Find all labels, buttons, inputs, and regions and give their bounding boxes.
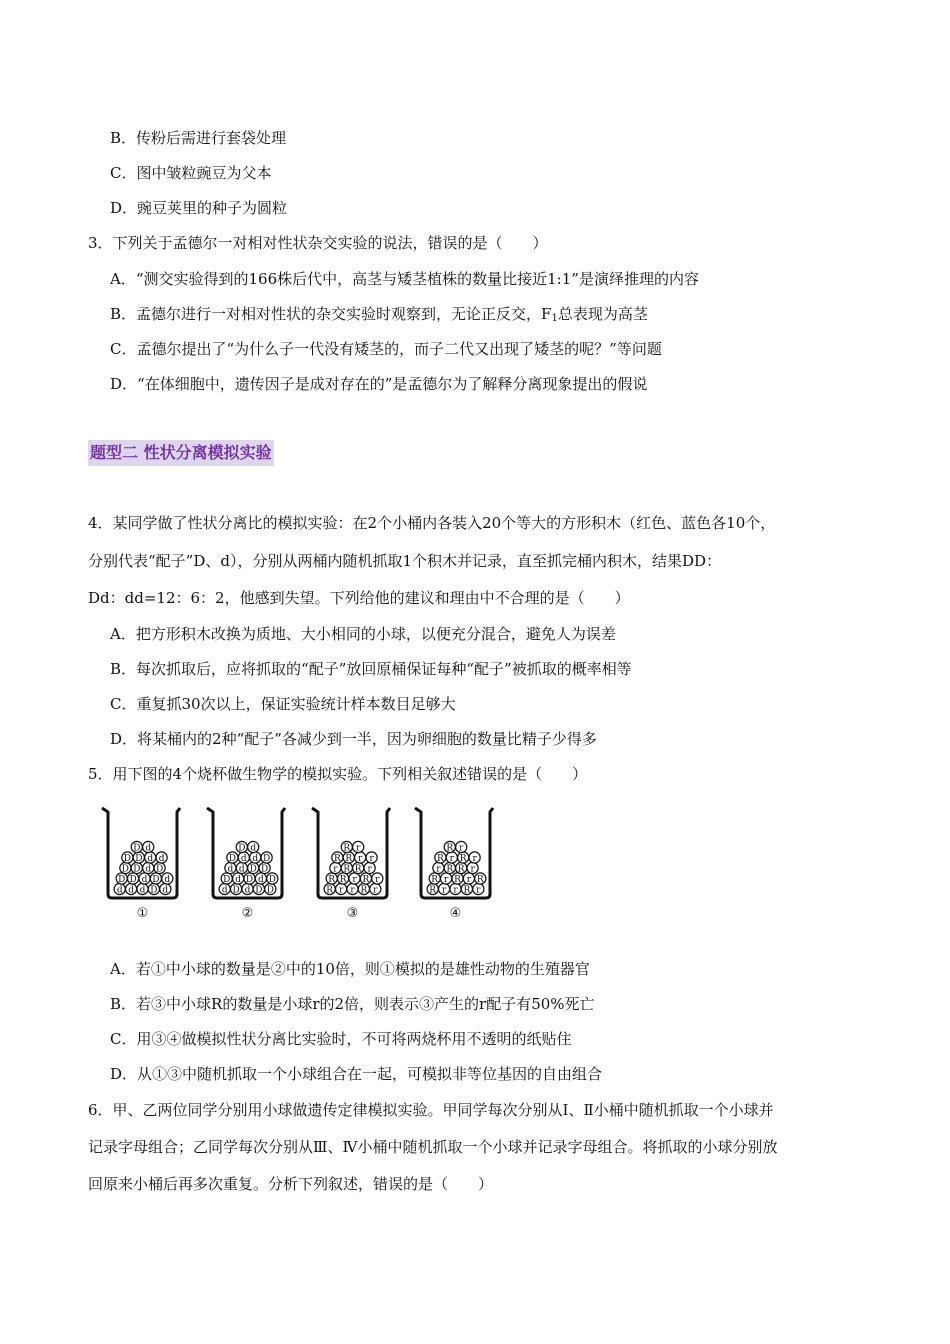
ball-label: r — [453, 885, 458, 896]
beaker-number-label: ② — [241, 906, 254, 921]
ball-label: d — [162, 885, 169, 896]
q5-option-b: B．若③中小球R的数量是小球r的2倍，则表示③产生的r配子有50%死亡 — [110, 995, 595, 1013]
ball-label: d — [147, 854, 154, 864]
ball-label: R — [343, 843, 351, 854]
ball-label: r — [441, 885, 447, 896]
q4-stem-line-3: Dd：dd=12：6：2，他感到失望。下列给他的建议和理由中不合理的是（ ） — [88, 589, 630, 607]
ball-label: R — [326, 885, 334, 896]
ball-label: D — [266, 885, 274, 896]
ball-label: D — [232, 885, 240, 896]
ball-label: r — [338, 885, 344, 896]
ball-label: R — [446, 864, 454, 875]
ball-label: r — [476, 885, 481, 896]
ball-label: r — [367, 864, 372, 875]
ball-label: d — [116, 885, 123, 896]
q3-option-d: D．“在体细胞中，遗传因子是成对存在的”是孟德尔为了解释分离现象提出的假说 — [110, 375, 648, 393]
ball-label: D — [262, 854, 271, 864]
q6-stem-line-3: 回原来小桶后再多次重复。分析下列叙述，错误的是（ ） — [88, 1175, 494, 1193]
ball-label: r — [472, 854, 477, 864]
q5-option-c: C．用③④做模拟性状分离比实验时，不可将两烧杯用不透明的纸贴住 — [110, 1030, 572, 1048]
ball-label: d — [139, 885, 146, 896]
ball-label: r — [350, 885, 355, 896]
ball-label: D — [268, 875, 276, 885]
ball-label: D — [118, 875, 126, 885]
beaker-number-label: ① — [136, 906, 149, 921]
ball-label: d — [240, 854, 247, 864]
ball-label: r — [443, 875, 449, 885]
ball-label: d — [244, 885, 251, 896]
q3-option-b-subscript: 1 — [551, 313, 558, 324]
ball-label: R — [431, 875, 439, 885]
ball-label: D — [223, 875, 231, 885]
ball-label: r — [466, 875, 472, 885]
q4-stem-line-1: 4．某同学做了性状分离比的模拟实验：在2个小桶内各装入20个等大的方形积木（红色、蓝色各10个， — [88, 514, 776, 532]
q3-option-b-text-end: 总表现为高茎 — [557, 305, 648, 323]
ball-label: D — [152, 875, 160, 885]
ball-label: D — [135, 854, 143, 864]
q3-stem: 3．下列关于孟德尔一对相对性状杂交实验的说法，错误的是（ ） — [88, 234, 548, 252]
beaker-number-label: ④ — [449, 906, 462, 921]
beaker-1 — [102, 808, 180, 921]
ball-label: r — [470, 864, 475, 875]
ball-label: R — [454, 875, 461, 885]
ball-label: R — [345, 854, 353, 864]
ball-label: D — [238, 843, 246, 854]
ball-label: R — [463, 885, 471, 896]
q5-stem: 5．用下图的4个烧杯做生物学的模拟实验。下列相关叙述错误的是（ ） — [88, 765, 588, 783]
ball-label: d — [128, 885, 134, 896]
ball-label: d — [221, 885, 228, 896]
ball-label: D — [133, 843, 141, 854]
q3-option-a: A．“测交实验得到的166株后代中，高茎与矮茎植株的数量比接近1:1”是演绎推理的内容 — [110, 270, 699, 288]
q2-option-c: C．图中皱粒豌豆为父本 — [110, 164, 272, 182]
ball-label: R — [476, 875, 484, 885]
beaker-2 — [207, 808, 285, 921]
q6-stem-line-2: 记录字母组合；乙同学每次分别从Ⅲ、Ⅳ小桶中随机抓取一个小球并记录字母组合。将抓取的小球分别放 — [88, 1138, 778, 1156]
q4-option-a: A．把方形积木改换为质地、大小相同的小球，以便充分混合，避免人为误差 — [110, 625, 616, 643]
ball-label: D — [155, 864, 164, 875]
q3-option-b — [110, 304, 648, 329]
ball-label: d — [238, 864, 245, 875]
ball-label: D — [228, 854, 237, 864]
beaker-4 — [415, 808, 493, 921]
ball-label: d — [145, 864, 152, 875]
q2-option-d: D．豌豆荚里的种子为圆粒 — [110, 199, 288, 217]
ball-label: r — [373, 885, 378, 896]
ball-label: R — [360, 885, 368, 896]
ball-label: r — [436, 864, 441, 875]
beaker-number-label: ③ — [346, 906, 359, 921]
ball-label: R — [429, 885, 437, 896]
ball-label: R — [334, 854, 341, 864]
ball-label: R — [354, 864, 362, 875]
ball-label: d — [141, 875, 148, 885]
ball-label: D — [129, 875, 137, 885]
ball-label: d — [164, 875, 171, 885]
ball-label: r — [459, 843, 464, 854]
q2-option-b: B．传粉后需进行套袋处理 — [110, 129, 287, 147]
ball-label: d — [258, 875, 264, 885]
ball-label: d — [158, 854, 165, 864]
ball-label: D — [249, 864, 257, 875]
q3-option-c: C．孟德尔提出了“为什么子一代没有矮茎的，而子二代又出现了矮茎的呢？”等问题 — [110, 340, 662, 358]
ball-label: R — [437, 854, 444, 864]
ball-label: d — [235, 875, 241, 885]
section-title: 题型二 性状分离模拟实验 — [88, 440, 274, 466]
ball-label: D — [255, 885, 263, 896]
ball-label: d — [145, 843, 152, 854]
ball-label: R — [339, 875, 347, 885]
ball-label: r — [375, 875, 380, 885]
beakers-illustration — [100, 800, 500, 925]
ball-label: D — [121, 864, 130, 875]
q3-option-b-text: B．孟德尔进行一对相对性状的杂交实验时观察到，无论正反交，F — [110, 305, 552, 323]
ball-label: R — [328, 875, 336, 885]
ball-label: d — [250, 843, 257, 854]
ball-label: d — [227, 864, 234, 875]
q4-stem-line-2: 分别代表“配子”D、d），分别从两桶内随机抓取1个积木并记录，直至抓完桶内积木，结果DD： — [88, 552, 722, 570]
q5-option-a: A．若①中小球的数量是②中的10倍，则①模拟的是雄性动物的生殖器官 — [110, 960, 590, 978]
q4-option-b: B．每次抓取后，应将抓取的“配子”放回原桶保证每种“配子”被抓取的概率相等 — [110, 660, 632, 678]
ball-label: r — [333, 864, 338, 875]
ball-label: D — [133, 864, 141, 875]
ball-label: r — [356, 843, 361, 854]
ball-label: D — [123, 854, 132, 864]
ball-label: D — [260, 864, 269, 875]
ball-label: R — [457, 864, 465, 875]
q6-stem-line-1: 6．甲、乙两位同学分别用小球做遗传定律模拟实验。甲同学每次分别从Ⅰ、Ⅱ小桶中随机抓取一个小球并 — [88, 1101, 774, 1119]
ball-label: R — [343, 864, 351, 875]
ball-label: r — [449, 854, 454, 864]
ball-label: R — [362, 875, 370, 885]
ball-label: R — [446, 843, 454, 854]
q4-option-c: C．重复抓30次以上，保证实验统计样本数目足够大 — [110, 695, 456, 713]
q4-option-d: D．将某桶内的2种“配子”各减少到一半，因为卵细胞的数量比精子少得多 — [110, 730, 597, 748]
ball-label: r — [352, 875, 357, 885]
q5-option-d: D．从①③中随机抓取一个小球组合在一起，可模拟非等位基因的自由组合 — [110, 1065, 603, 1083]
beaker-3 — [312, 808, 390, 921]
ball-label: D — [245, 875, 254, 885]
ball-label: r — [358, 854, 363, 864]
ball-label: d — [252, 854, 259, 864]
ball-label: R — [459, 854, 467, 864]
ball-label: r — [369, 854, 374, 864]
ball-label: D — [150, 885, 158, 896]
beaker-figure — [100, 800, 500, 925]
